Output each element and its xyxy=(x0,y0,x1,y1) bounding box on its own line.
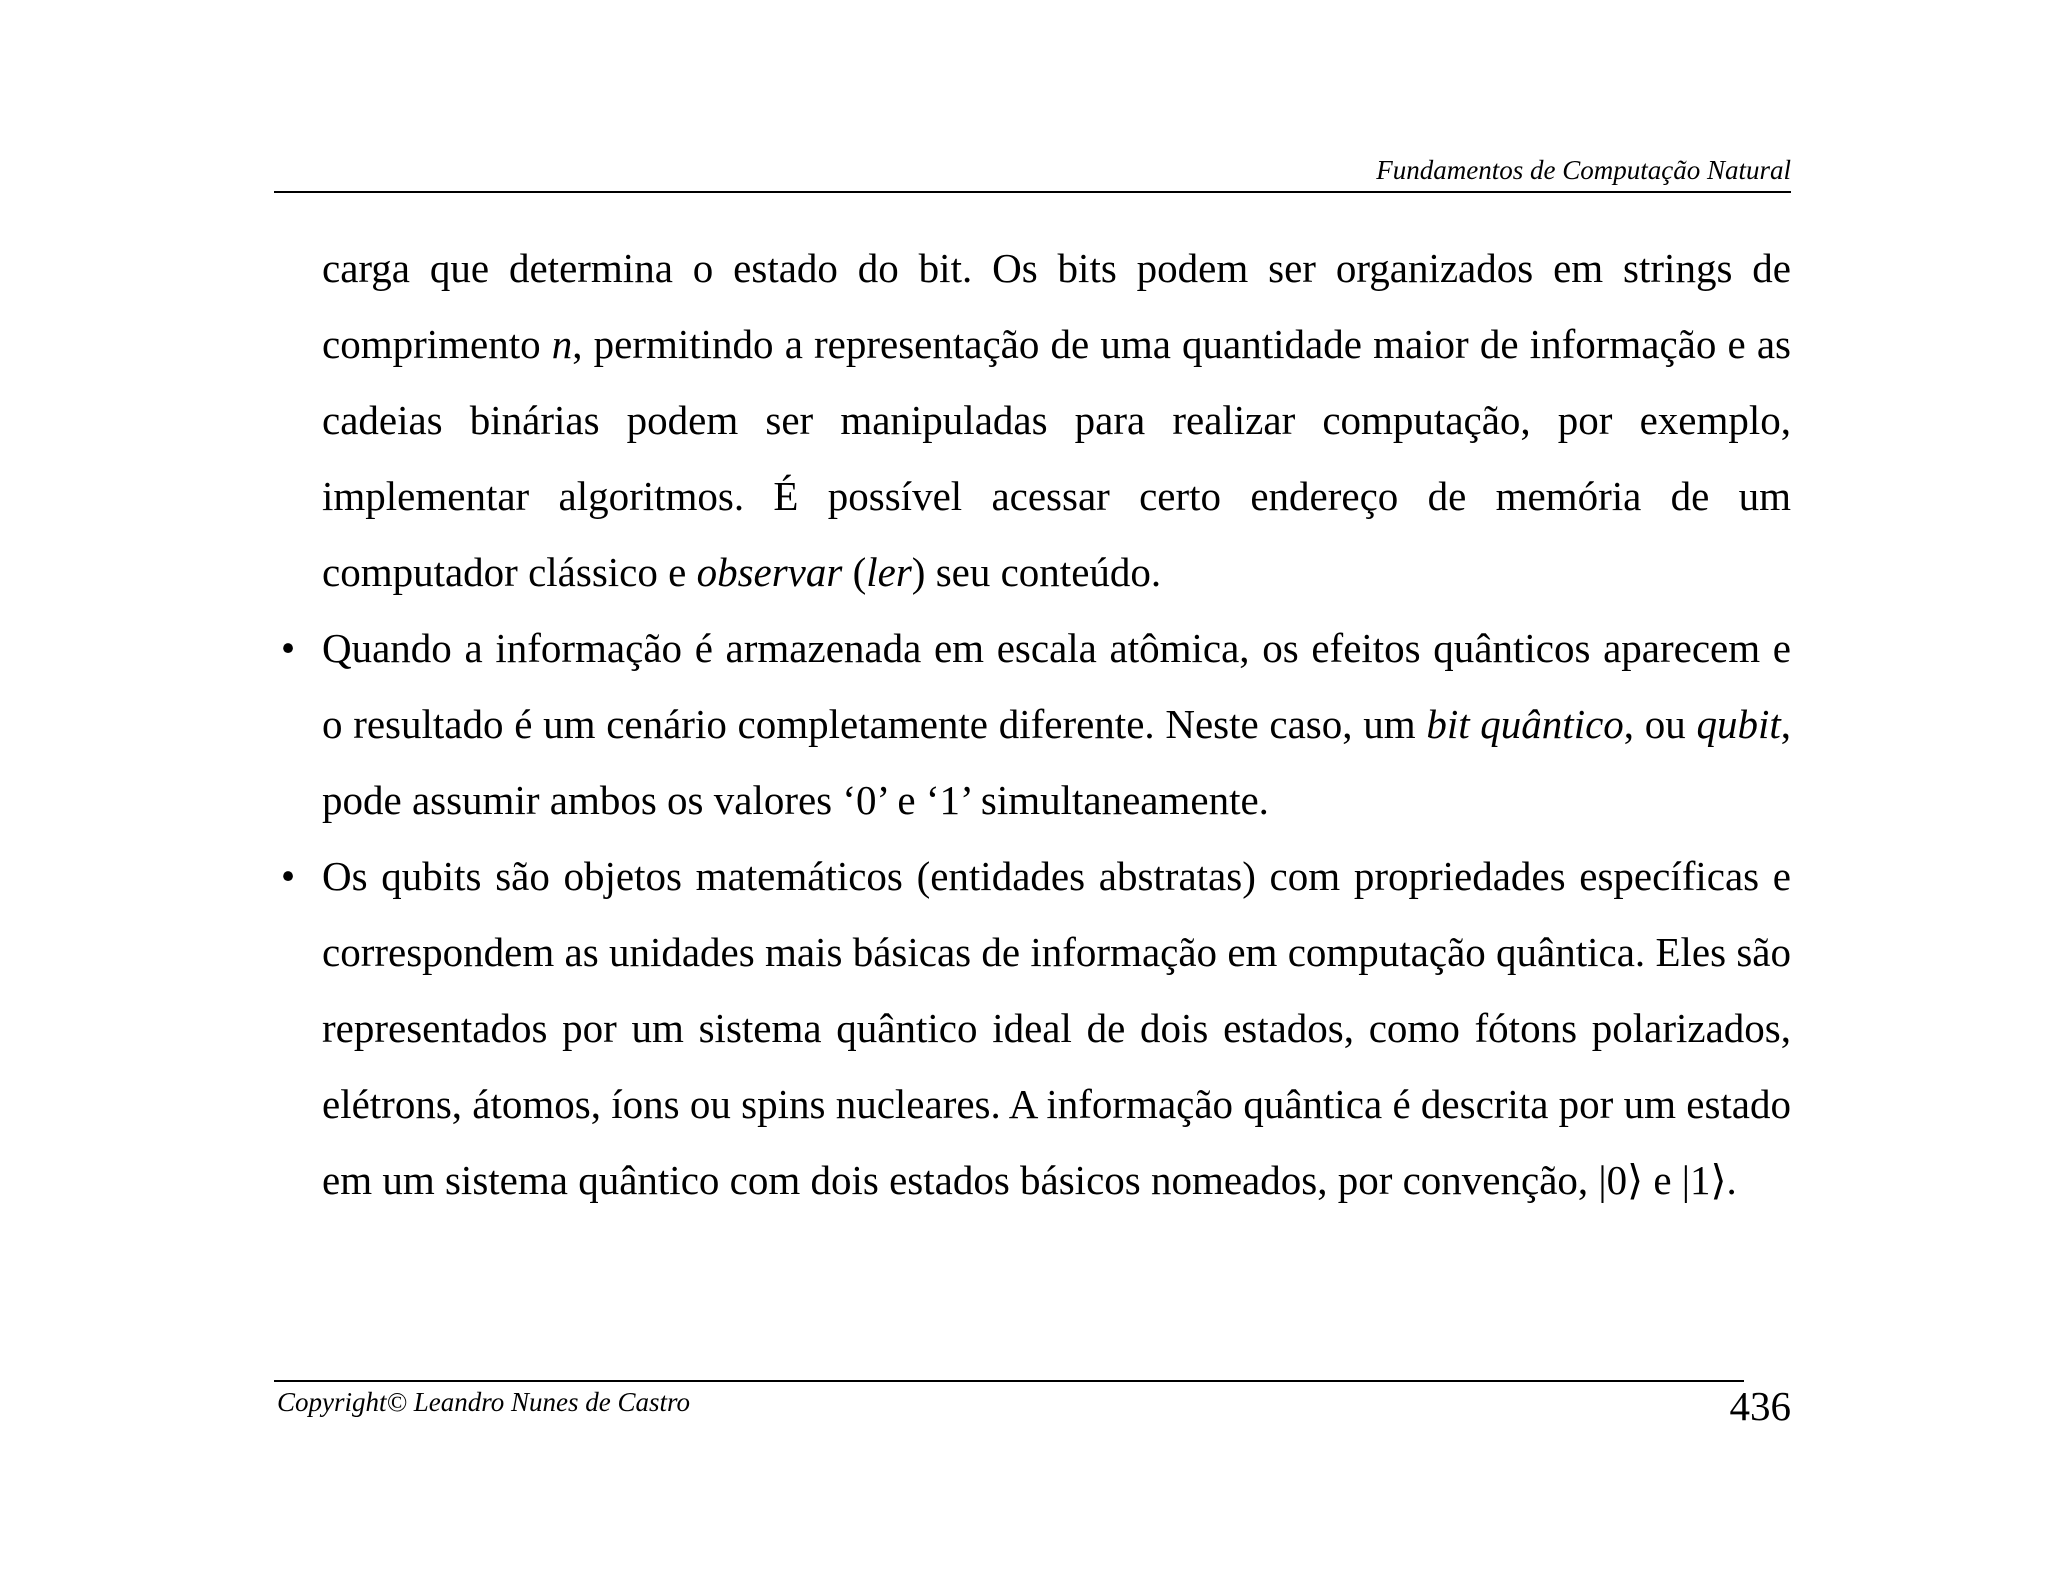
bullet-paragraph xyxy=(322,838,1791,1218)
italic-term: n xyxy=(551,321,573,367)
text-segment: , pode assumir ambos os valores ‘0’ e ‘1’ simultaneamente. xyxy=(322,701,1792,823)
italic-term: ler xyxy=(866,549,912,595)
bullet-item-qubits xyxy=(280,838,1791,1218)
italic-term: qubit xyxy=(1696,701,1781,747)
text-segment: , permitindo a representação de uma quantidade maior de informação e as cadeias binárias podem ser manipuladas para realizar computação, por exemplo, implementar algoritmos. É possível acessar certo endereço de memória de um computador clássico e xyxy=(322,321,1791,595)
running-header-title: Fundamentos de Computação Natural xyxy=(1376,155,1791,185)
italic-term: bit quântico xyxy=(1426,701,1624,747)
text-segment: ( xyxy=(842,549,867,595)
bullet-item-atomic-scale xyxy=(280,610,1792,838)
text-segment: carga que determina o estado do bit. Os bits podem ser organizados em strings de comprimento xyxy=(322,245,1791,367)
bullet-icon: • xyxy=(280,853,296,899)
footer-copyright: Copyright© Leandro Nunes de Castro xyxy=(277,1387,691,1417)
bullet-icon: • xyxy=(280,625,296,671)
footer-divider xyxy=(274,1380,1744,1382)
bullet-paragraph xyxy=(322,610,1791,838)
text-segment: ) seu conteúdo. xyxy=(911,549,1162,595)
page-body xyxy=(280,230,1792,1218)
text-segment: , ou xyxy=(1623,701,1697,747)
italic-term: observar xyxy=(696,549,843,595)
text-segment: Quando a informação é armazenada em escala atômica, os efeitos quânticos aparecem e o resultado é um cenário completamente diferente. Neste caso, um xyxy=(322,625,1791,747)
header-divider xyxy=(274,191,1791,193)
page-number: 436 xyxy=(1729,1383,1791,1429)
text-segment: Os qubits são objetos matemáticos (entidades abstratas) com propriedades específicas e correspondem as unidades mais básicas de informação em computação quântica. Eles são representados por um sistema quântico ideal de dois estados, como fótons polarizados, elétrons, átomos, íons ou spins nucleares. A informação quântica é descrita por um estado em um sistema quântico com dois estados básicos nomeados, por convenção, |0⟩ e |1⟩. xyxy=(322,853,1791,1203)
continuation-paragraph xyxy=(322,230,1791,610)
